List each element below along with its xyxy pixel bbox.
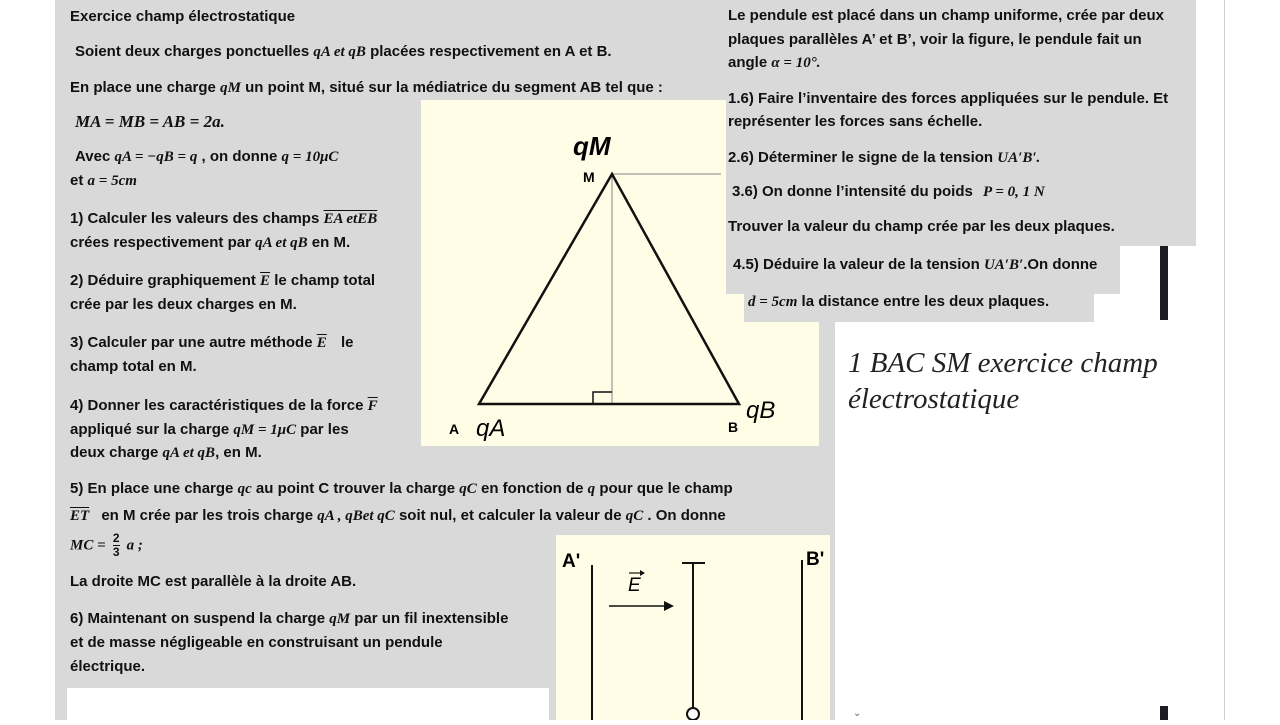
label-b-prime: B' (806, 549, 825, 570)
equation-distances: MA = MB = AB = 2a. (75, 112, 225, 131)
question-4-5: 4.5) Déduire la valeur de la tension UA′B′.On donne (733, 256, 1098, 273)
fraction: $\frac{2}{3}$ (112, 531, 120, 559)
chevron-down-icon: ⌄ (853, 708, 862, 719)
right-angle-mark (593, 392, 612, 404)
question-4-5-cont: d = 5cm la distance entre les deux plaques. (748, 293, 1050, 310)
label-a: A (449, 421, 460, 437)
question-5-mc: MC = $\frac{2}{3}$ a ; (70, 531, 143, 559)
question-5-parallel: La droite MC est parallèle à la droite AB. (70, 573, 357, 590)
question-4-cont: appliqué sur la charge qM = 1μC par les (70, 421, 349, 438)
equation-charges: Avec qA = −qB = q , on donne q = 10μC (75, 148, 339, 165)
right-line-3: angle α = 10°. (728, 54, 821, 71)
question-6: 6) Maintenant on suspend la charge qM par un fil inextensible (70, 610, 509, 627)
label-m: M (583, 169, 595, 185)
question-2-6: 2.6) Déterminer le signe de la tension UA′B′. (728, 149, 1041, 166)
statement-line-1: Soient deux charges ponctuelles qA et qB placées respectivement en A et B. (75, 43, 612, 60)
question-3-6: 3.6) On donne l’intensité du poids P = 0, 1 N (732, 183, 1045, 200)
exercise-title: Exercice champ électrostatique (70, 8, 296, 25)
question-6-cont2: électrique. (70, 658, 146, 675)
plates-figure (556, 535, 830, 720)
plates-diagram (556, 535, 830, 720)
question-2: 2) Déduire graphiquement $\overline{E}$ le champ total (70, 272, 376, 289)
question-4-cont2: deux charge qA et qB, en M. (70, 444, 262, 461)
dark-side-strip-bottom (1160, 706, 1168, 720)
label-b: B (728, 419, 739, 435)
label-qm: qM (573, 131, 611, 161)
label-qb: qB (746, 397, 776, 424)
equation-a-value: et a = 5cm (70, 172, 137, 189)
right-border-line (1224, 0, 1225, 720)
question-6-cont: et de masse négligeable en construisant un pendule (70, 634, 443, 651)
pendulum-bob (687, 708, 699, 720)
triangle-shape (479, 174, 739, 404)
label-qa: qA (476, 415, 506, 442)
question-3-6-cont: Trouver la valeur du champ crée par les deux plaques. (728, 218, 1115, 235)
question-4: 4) Donner les caractéristiques de la force $\overline{F}$ (70, 397, 378, 414)
label-a-prime: A' (562, 551, 581, 572)
label-e: E (628, 575, 641, 596)
question-1-cont: crées respectivement par qA et qB en M. (70, 234, 351, 251)
statement-line-2: En place une charge qM un point M, situé sur la médiatrice du segment AB tel que : (70, 79, 663, 96)
question-1-6-cont: représenter les forces sans échelle. (728, 113, 983, 130)
right-line-1: Le pendule est placé dans un champ uniforme, crée par deux (728, 7, 1164, 24)
question-1: 1) Calculer les valeurs des champs EA etEB (70, 210, 378, 227)
question-5: 5) En place une charge qc au point C trouver la charge qC en fonction de q pour que le champ (70, 480, 733, 497)
question-3: 3) Calculer par une autre méthode $\overline{E}$ le (70, 334, 354, 351)
left-blank-box (67, 688, 549, 720)
question-3-cont: champ total en M. (70, 358, 197, 375)
question-2-cont: crée par les deux charges en M. (70, 296, 297, 313)
question-5-cont: $\overline{ET}$ en M crée par les trois charge qA , qBet qC soit nul, et calculer la valeur de qC . On donne (70, 507, 726, 524)
right-line-2: plaques parallèles A’ et B’, voir la figure, le pendule fait un (728, 31, 1142, 48)
field-arrow-head (664, 601, 674, 611)
video-title: 1 BAC SM exercice champ électrostatique (848, 347, 1158, 415)
question-1-6: 1.6) Faire l’inventaire des forces appliquées sur le pendule. Et (728, 90, 1169, 107)
